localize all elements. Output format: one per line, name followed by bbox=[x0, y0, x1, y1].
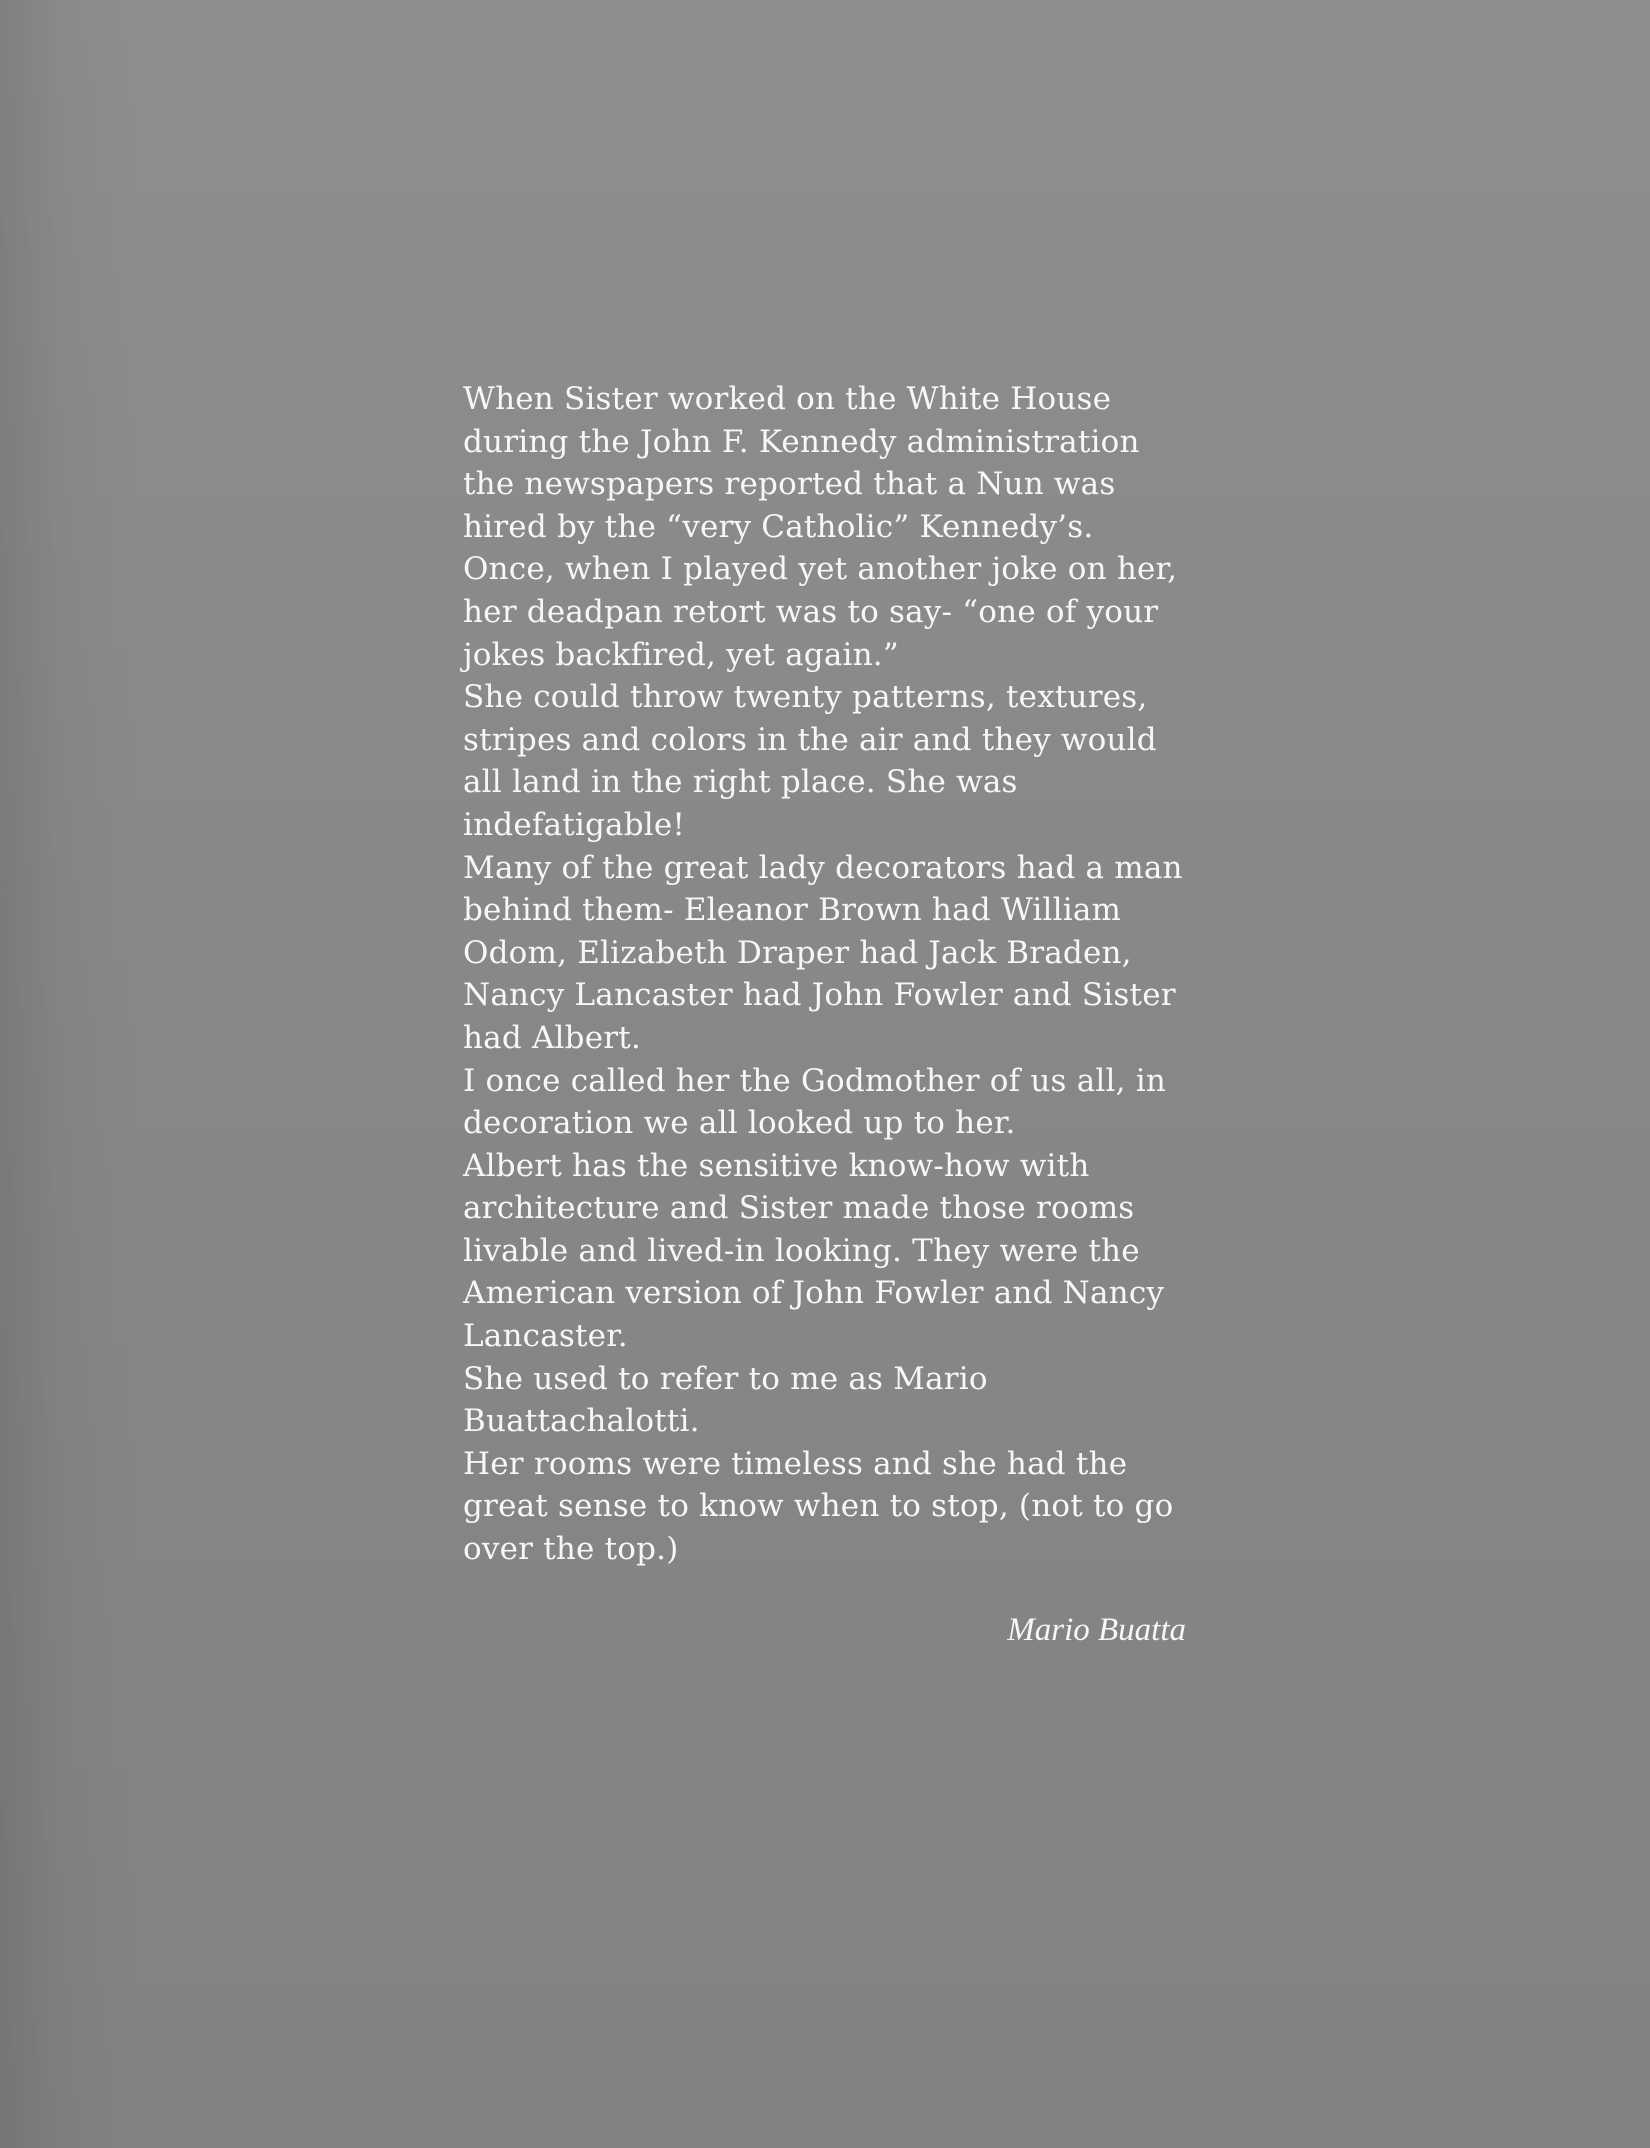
text-line: When Sister worked on the White House bbox=[463, 381, 1112, 417]
text-line: had Albert. bbox=[463, 1019, 641, 1056]
text-line: during the John F. Kennedy administration bbox=[463, 423, 1140, 460]
text-line: Nancy Lancaster had John Fowler and Sister bbox=[463, 977, 1176, 1014]
signature: Mario Buatta bbox=[1007, 1612, 1186, 1648]
text-line: the newspapers reported that a Nun was bbox=[463, 466, 1116, 503]
text-line: hired by the “very Catholic” Kennedy’s. bbox=[463, 508, 1094, 545]
text-line: Buattachalotti. bbox=[463, 1403, 700, 1440]
text-line: She used to refer to me as Mario bbox=[463, 1360, 988, 1397]
text-line: over the top.) bbox=[463, 1531, 679, 1568]
text-line: Once, when I played yet another joke on her, bbox=[463, 551, 1178, 588]
text-line: all land in the right place. She was bbox=[463, 764, 1018, 801]
text-line: Albert has the sensitive know-how with bbox=[463, 1147, 1090, 1184]
text-line: Many of the great lady decorators had a man bbox=[463, 849, 1183, 886]
text-line: architecture and Sister made those rooms bbox=[463, 1190, 1135, 1227]
text-line: She could throw twenty patterns, textures, bbox=[463, 679, 1148, 716]
text-line: Odom, Elizabeth Draper had Jack Braden, bbox=[463, 934, 1132, 971]
text-line: American version of John Fowler and Nancy bbox=[463, 1275, 1165, 1312]
quote-text-block bbox=[463, 378, 1203, 1571]
text-line: Her rooms were timeless and she had the bbox=[463, 1445, 1128, 1482]
text-line: I once called her the Godmother of us all, in bbox=[463, 1062, 1167, 1099]
text-line: Lancaster. bbox=[463, 1318, 628, 1355]
text-line: her deadpan retort was to say- “one of your bbox=[463, 593, 1159, 630]
text-line: behind them- Eleanor Brown had William bbox=[463, 892, 1122, 929]
text-line: livable and lived-in looking. They were the bbox=[463, 1232, 1140, 1269]
text-line: stripes and colors in the air and they would bbox=[463, 721, 1157, 758]
text-line: decoration we all looked up to her. bbox=[463, 1105, 1016, 1142]
text-line: indefatigable! bbox=[463, 806, 686, 843]
text-line: great sense to know when to stop, (not to go bbox=[463, 1488, 1174, 1525]
text-line: jokes backfired, yet again.” bbox=[463, 636, 899, 673]
